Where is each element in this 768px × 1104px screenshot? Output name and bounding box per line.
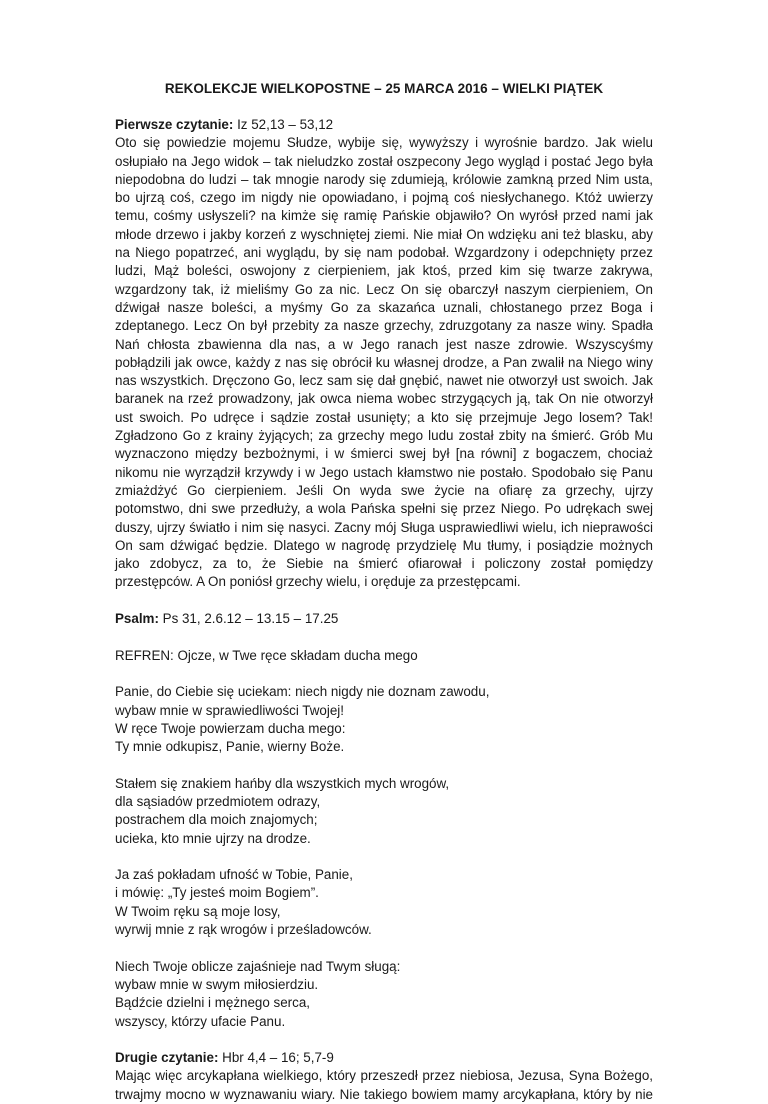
psalm-stanza [115,866,653,939]
first-reading-reference: Iz 52,13 – 53,12 [233,117,334,132]
document-title: REKOLEKCJE WIELKOPOSTNE – 25 MARCA 2016 – WIELKI PIĄTEK [164,81,604,96]
psalm-line: wyrwij mnie z rąk wrogów i prześladowców. [115,922,372,938]
psalm-line: Ty mnie odkupisz, Panie, wierny Boże. [115,739,345,755]
second-reading-text: Mając więc arcykapłana wielkiego, który przeszedł przez niebiosa, Jezusa, Syna Bożego, trwajmy mocno w wyznawaniu wiary. Nie takiego bowiem mamy arcykapłana, który by nie [115,1068,653,1102]
psalm-heading [115,610,653,628]
psalm-line: wszyscy, którzy ufacie Panu. [115,1013,286,1029]
psalm-line: Bądźcie dzielni i mężnego serca, [115,995,311,1011]
psalm-line: wybaw mnie w swym miłosierdziu. [115,976,319,992]
psalm-label: Psalm: [115,611,159,627]
psalm-line: Stałem się znakiem hańby dla wszystkich mych wrogów, [115,775,450,791]
second-reading-reference: Hbr 4,4 – 16; 5,7-9 [218,1050,334,1066]
second-reading-heading [115,1049,653,1067]
psalm-line: wybaw mnie w sprawiedliwości Twojej! [115,702,344,718]
first-reading-text: Oto się powiedzie mojemu Słudze, wybije się, wywyższy i wyrośnie bardzo. Jak wielu osłupiało na Jego widok – tak nieludzko został oszpecony Jego wygląd i postać Jego była niepodobna do ludzi – tak mnogie narody się zdumieją, królowie zamkną przed Nim usta, bo ujrzą coś, czego im nigdy nie opowiadano, i pojmą coś niesłychanego. Któż uwierzy temu, cośmy usłyszeli? na kimże się ramię Pańskie objawiło? On wyrósł przed nami jak młode drzewo i jakby korzeń z wyschniętej ziemi. Nie miał On wdzięku ani też blasku, aby na Niego popatrzeć, ani wyglądu, by się nam podobał. Wzgardzony i odepchnięty przez ludzi, Mąż boleści, oswojony z cierpieniem, jak ktoś, przed kim się twarze zakrywa, wzgardzony tak, iż mieliśmy Go za nic. Lecz On się obarczył naszym cierpieniem, On dźwigał nasze boleści, a myśmy Go za skazańca uznali, chłostanego przez Boga i zdeptanego. Lecz On był przebity za nasze grzechy, zdruzgotany za nasze winy. Spadła Nań chłosta zbawienna dla nas, a w Jego ranach jest nasze zdrowie. Wszyscyśmy pobłądzili jak owce, każdy z nas się obrócił ku własnej drodze, a Pan zwalił na Niego winy nas wszystkich. Dręczono Go, lecz sam się dał gnębić, nawet nie otworzył ust swoich. Jak baranek na rzeź prowadzony, jak owca niema wobec strzygących ją, tak On nie otworzył ust swoich. Po udręce i sądzie został usunięty; a kto się przejmuje Jego losem? Tak! Zgładzono Go z krainy żyjących; za grzechy mego ludu został zbity na śmierć. Grób Mu wyznaczono między bezbożnymi, i w śmierci swej był [na równi] z bogaczem, chociaż nikomu nie wyrządził krzywdy i w Jego ustach kłamstwo nie postało. Spodobało się Panu zmiażdżyć Go cierpieniem. Jeśli On wyda swe życie na ofiarę za grzechy, ujrzy potomstwo, dni swe przedłuży, a wola Pańska spełni się przez Niego. Po udrękach swej duszy, ujrzy światło i nim się nasyci. Zacny mój Sługa usprawiedliwi wielu, ich nieprawości On sam dźwigać będzie. Dlatego w nagrodę przydzielę Mu tłumy, i posiądzie możnych jako zdobycz, za to, że Siebie na śmierć ofiarował i policzony został pomiędzy przestępców. A On poniósł grzechy wielu, i oręduje za przestępcami. [115,135,653,590]
psalm-stanza [115,775,653,848]
document-page [115,80,653,1104]
first-reading-label: Pierwsze czytanie: [115,117,234,132]
psalm-line: Niech Twoje oblicze zajaśnieje nad Twym sługą: [115,958,401,974]
psalm-line: ucieka, kto mnie ujrzy na drodze. [115,830,311,846]
psalm-line: dla sąsiadów przedmiotem odrazy, [115,793,321,809]
psalm-line: postrachem dla moich znajomych; [115,812,318,828]
psalm-line: Panie, do Ciebie się uciekam: niech nigdy nie doznam zawodu, [115,684,490,700]
psalm-line: W ręce Twoje powierzam ducha mego: [115,720,346,736]
psalm-line: W Twoim ręku są moje losy, [115,903,281,919]
psalm-line: Ja zaś pokładam ufność w Tobie, Panie, [115,867,353,883]
psalm-stanza [115,683,653,756]
psalm-reference: Ps 31, 2.6.12 – 13.15 – 17.25 [158,611,339,627]
psalm-stanza [115,958,653,1031]
psalm-line: i mówię: „Ty jesteś moim Bogiem”. [115,885,319,901]
second-reading-label: Drugie czytanie: [115,1050,219,1066]
psalm-refrain: REFREN: Ojcze, w Twe ręce składam ducha mego [115,647,418,663]
first-reading-heading [115,116,653,134]
